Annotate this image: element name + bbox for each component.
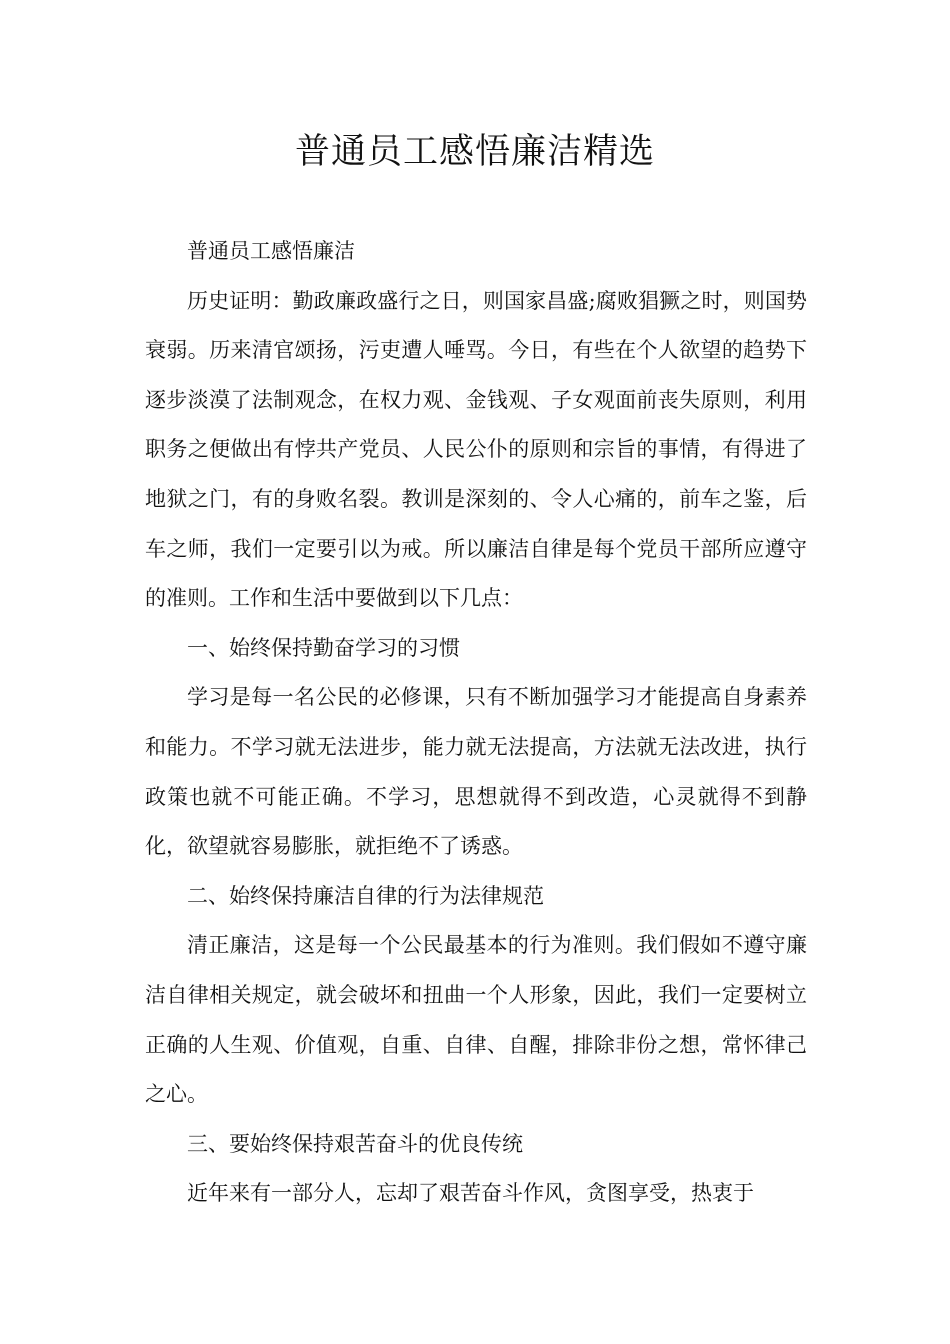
section-heading-3: 三、要始终保持艰苦奋斗的优良传统 [187, 1131, 523, 1156]
section-heading-1: 一、始终保持勤奋学习的习惯 [187, 635, 460, 660]
paragraph-study: 学习是每一名公民的必修课，只有不断加强学习才能提高自身素养和能力。不学习就无法进步，能力就无法提高，方法就无法改进，执行政策也就不可能正确。不学习，思想就得不到改造，心灵就得不到静化，欲望就容易膨胀，就拒绝不了诱惑。 [145, 685, 807, 859]
document-title: 普通员工感悟廉洁精选 [294, 132, 655, 172]
paragraph-history: 历史证明：勤政廉政盛行之日，则国家昌盛;腐败猖獗之时，则国势衰弱。历来清官颂扬，污吏遭人唾骂。今日，有些在个人欲望的趋势下逐步淡漠了法制观念，在权力观、金钱观、子女观面前丧失原则，利用职务之便做出有悖共产党员、人民公仆的原则和宗旨的事情，有得进了地狱之门，有的身败名裂。教训是深刻的、令人心痛的，前车之鉴，后车之师，我们一定要引以为戒。所以廉洁自律是每个党员干部所应遵守的准则。工作和生活中要做到以下几点： [145, 288, 807, 611]
paragraph-hard-work: 近年来有一部分人，忘却了艰苦奋斗作风，贪图享受，热衷于 [187, 1181, 754, 1206]
paragraph-subtitle: 普通员工感悟廉洁 [187, 239, 355, 263]
section-heading-2: 二、始终保持廉洁自律的行为法律规范 [187, 883, 544, 908]
document-body [145, 227, 807, 1219]
paragraph-integrity: 清正廉洁，这是每一个公民最基本的行为准则。我们假如不遵守廉洁自律相关规定，就会破坏和扭曲一个人形象，因此，我们一定要树立正确的人生观、价值观，自重、自律、自醒，排除非份之想，常怀律己之心。 [145, 933, 807, 1107]
